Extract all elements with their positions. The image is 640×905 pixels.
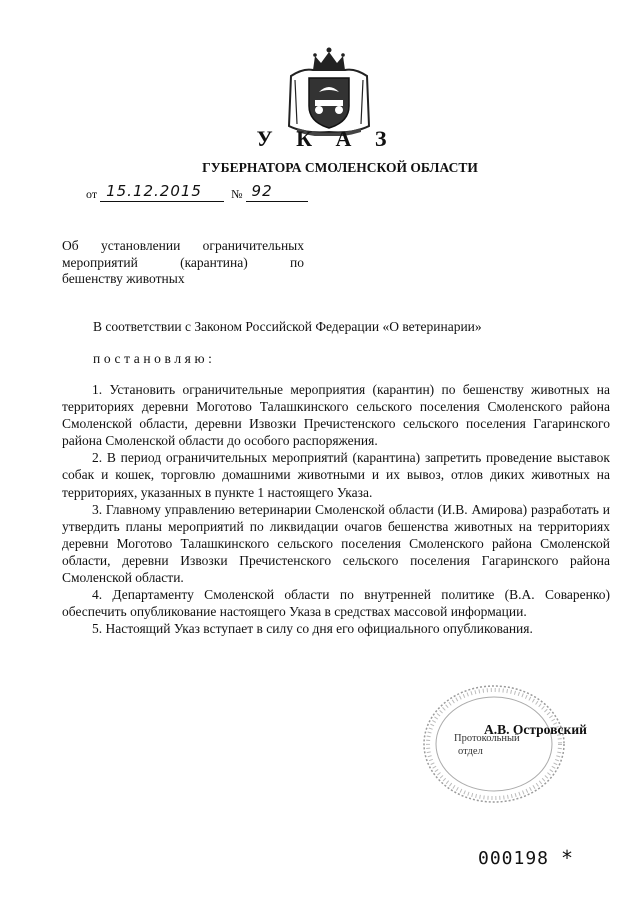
subject-line-1: Об установлении ограничительных xyxy=(62,238,304,253)
decree-item-2: 2. В период ограничительных мероприятий (карантина) запретить проведение выставок собак и кошек, торговлю домашними животными и их вывоз, отлов диких животных на территориях, указанных в пункте 1 настоящего Указа. xyxy=(62,450,610,500)
number-field xyxy=(246,182,308,202)
date-number-line xyxy=(86,182,308,204)
date-field xyxy=(100,182,224,202)
serial-number: 000198 xyxy=(478,848,550,869)
coat-of-arms-emblem xyxy=(283,46,375,136)
date-value: 15.12.2015 xyxy=(106,182,202,200)
serial-mark: * xyxy=(561,846,574,870)
decree-item-4: 4. Департаменту Смоленской области по внутренней политике (В.А. Соваренко) обеспечить опубликование настоящего Указа в средствах массовой информации. xyxy=(62,587,610,620)
decree-body xyxy=(62,381,610,637)
document-subtitle: ГУБЕРНАТОРА СМОЛЕНСКОЙ ОБЛАСТИ xyxy=(202,160,478,175)
stamp-text xyxy=(454,732,520,758)
document-title: У К А З xyxy=(256,126,396,151)
stamp-line-1: Протокольный xyxy=(454,733,520,744)
document-subject xyxy=(62,238,304,288)
resolve-heading: постановляю: xyxy=(93,351,216,366)
number-value: 92 xyxy=(251,182,273,200)
subject-line-3: бешенству животных xyxy=(62,271,185,286)
date-prefix: от xyxy=(86,187,98,201)
legal-basis: В соответствии с Законом Российской Федерации «О ветеринарии» xyxy=(93,319,482,334)
subject-line-2: мероприятий (карантина) по xyxy=(62,254,304,270)
decree-item-3: 3. Главному управлению ветеринарии Смоленской области (И.В. Амирова) разработать и утвердить планы мероприятий по ликвидации очагов бешенства животных на территориях деревни Моготово Талашкинского сельского поселения Смоленского района Смоленской области, деревни Извозки Пречистенского сельского поселения Гагаринского района Смоленской области. xyxy=(62,501,610,586)
decree-item-1: 1. Установить ограничительные мероприятия (карантин) по бешенству животных на территориях деревни Моготово Талашкинского сельского поселения Смоленского района Смоленской области, деревни Извозки Пречистенского сельского поселения Гагаринского района Смоленской области до особого распоряжения. xyxy=(62,382,610,449)
decree-item-5: 5. Настоящий Указ вступает в силу со дня его официального опубликования. xyxy=(92,621,533,637)
stamp-line-2: отдел xyxy=(458,746,483,757)
number-prefix: № xyxy=(231,187,243,201)
signer-name: А.В. Островский xyxy=(484,722,587,737)
